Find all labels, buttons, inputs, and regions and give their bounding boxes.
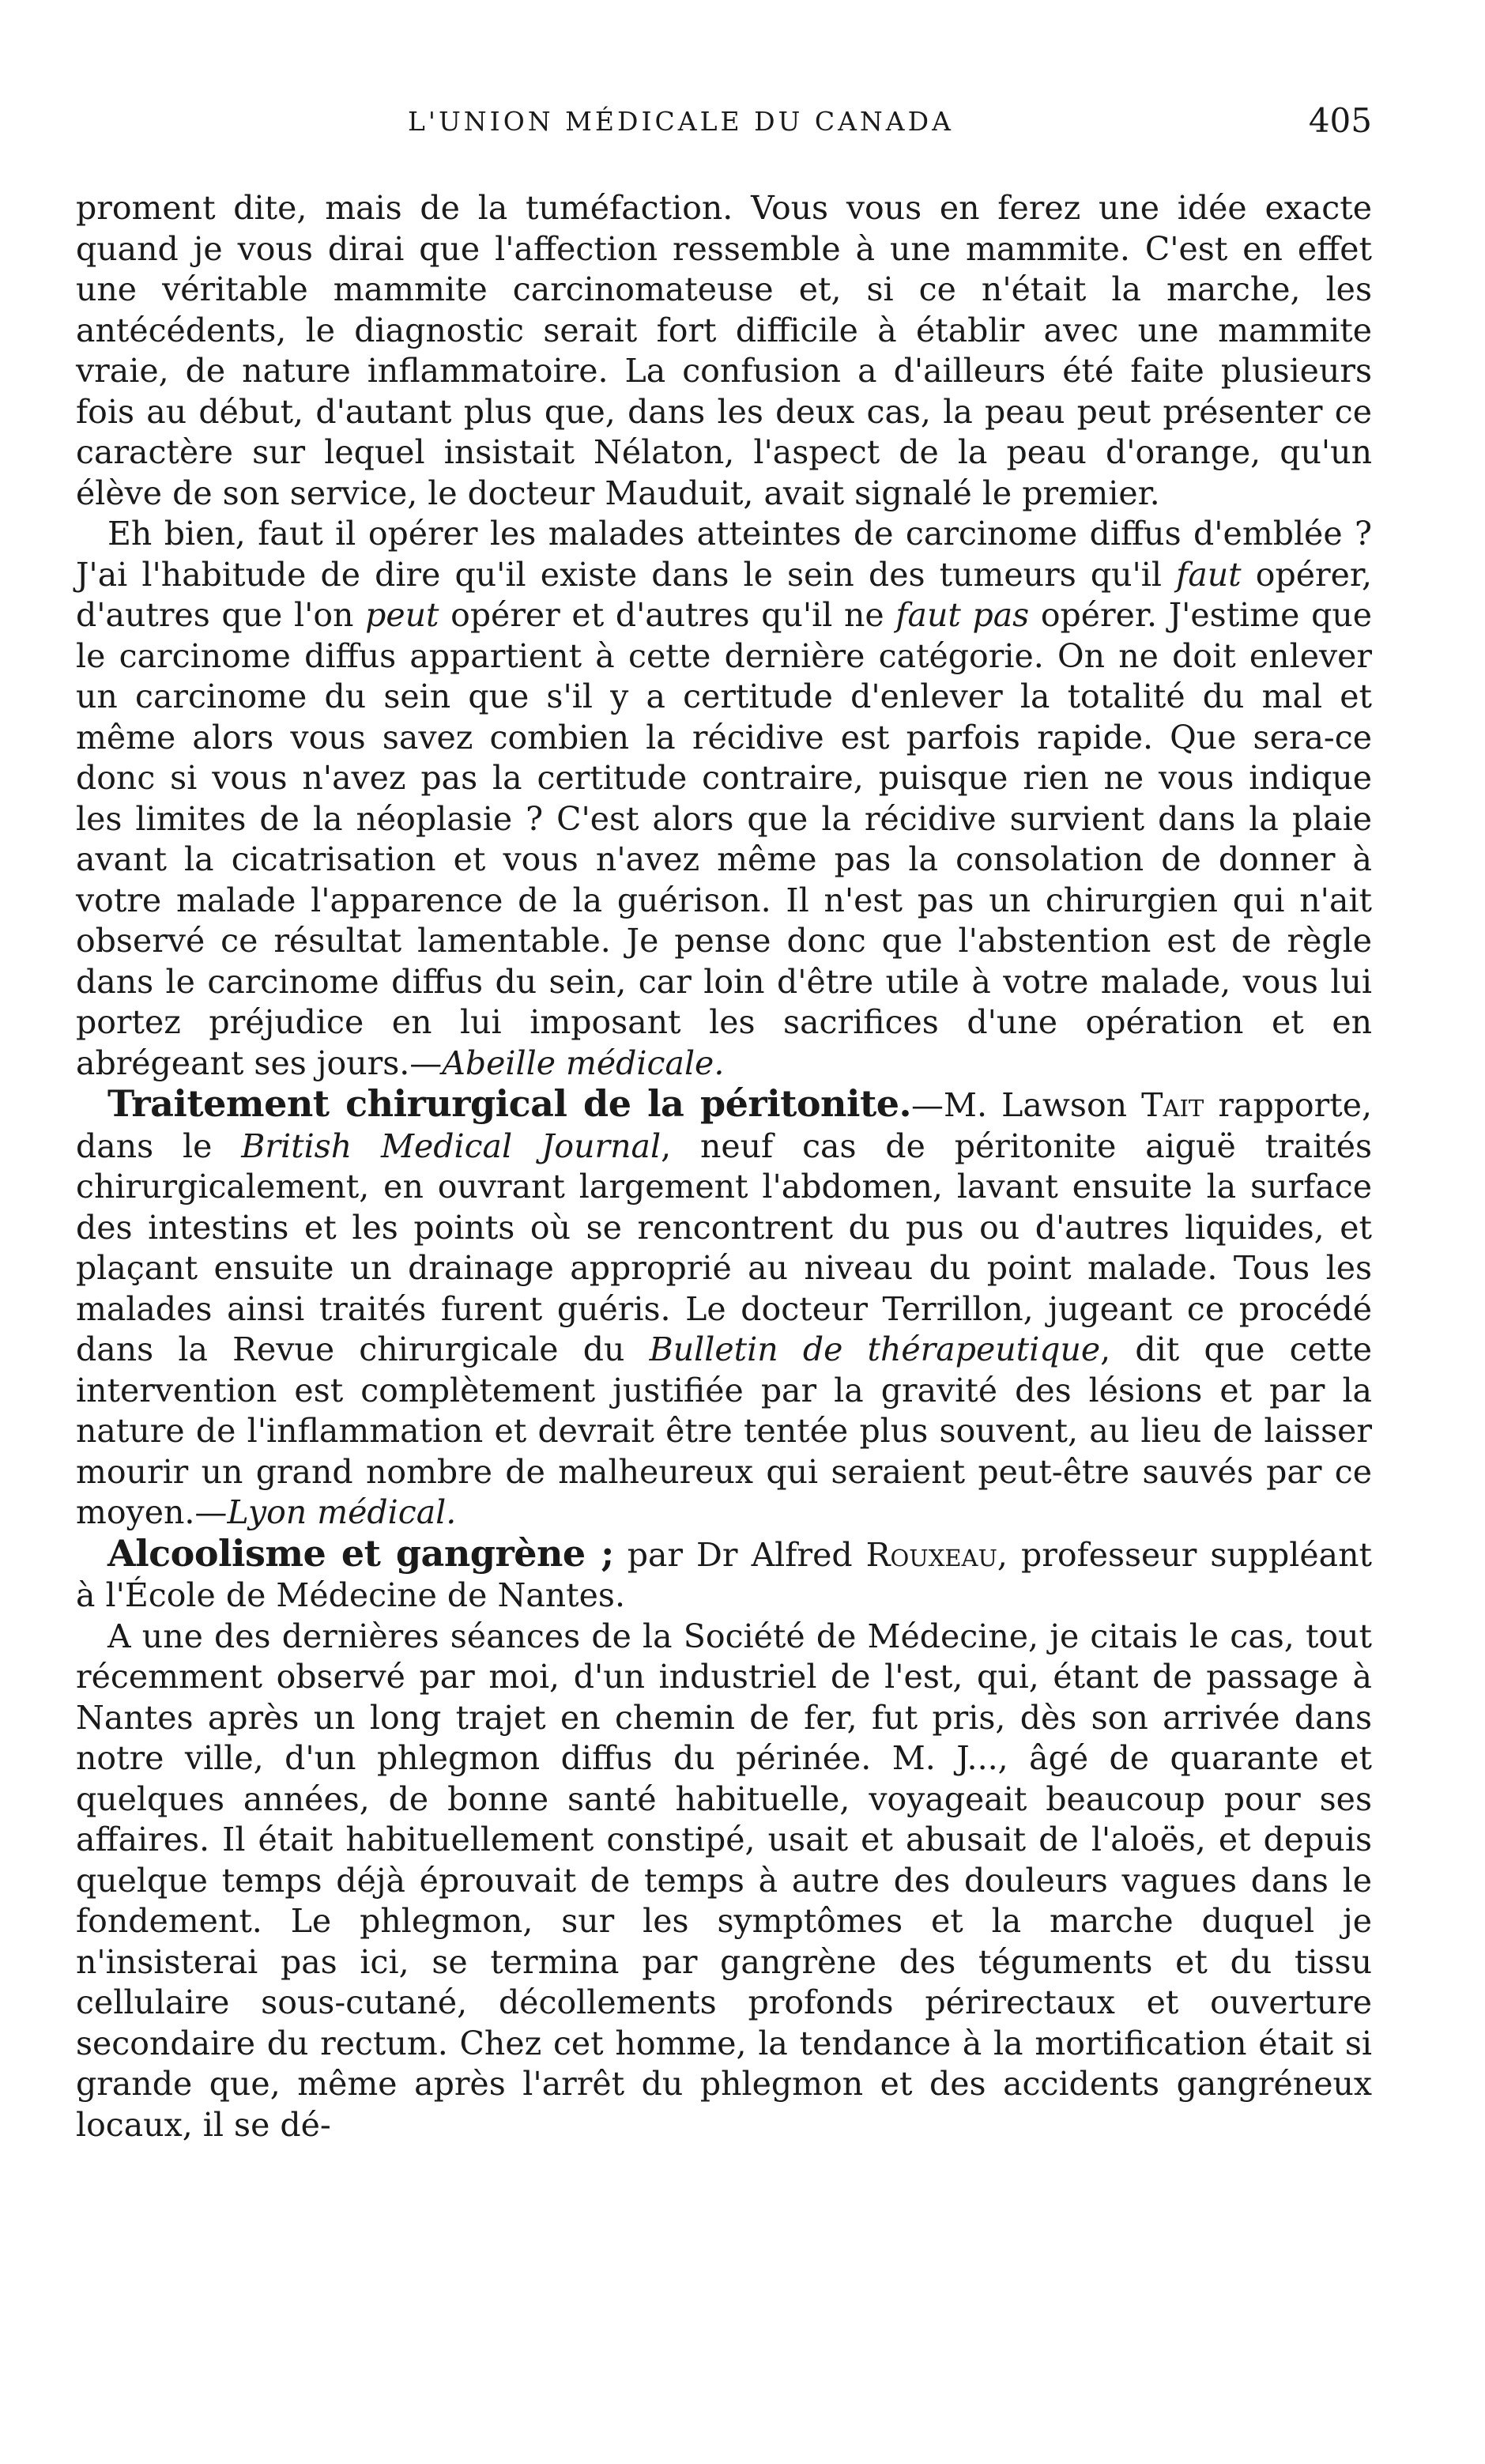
paragraph-text: Eh bien, faut il opérer les malades atteintes de carcinome diffus d'emblée ? J'ai l'habitude de dire qu'il existe dans le sein des tumeurs qu'il: [76, 515, 1372, 594]
article-alcoolisme-byline: [76, 1531, 1372, 1617]
emphasis-peut: peut: [365, 596, 439, 634]
paragraph-text: opérer, d'autres que l'on: [76, 555, 1372, 634]
title-dash: —: [911, 1086, 944, 1124]
continuation-paragraph-1: proment dite, mais de la tuméfaction. Vous vous en ferez une idée exacte quand je vous dirai que l'affection ressemble à une mammite. C'est en effet une véritable mammite carcinomateuse et, si ce n'était la marche, les antécédents, le diagnostic serait fort difficile à établir avec une mammite vraie, de nature inflammatoire. La confusion a d'ailleurs été faite plusieurs fois au début, d'autant plus que, dans les deux cas, la peau peut présenter ce caractère sur lequel insistait Nélaton, l'aspect de la peau d'orange, qu'un élève de son service, le docteur Mauduit, avait signalé le premier.: [76, 189, 1372, 512]
page-number: 405: [1308, 101, 1372, 140]
running-title: L'UNION MÉDICALE DU CANADA: [408, 106, 954, 137]
page-header: [76, 101, 1372, 149]
article-alcoolisme-text: A une des dernières séances de la Société de Médecine, je citais le cas, tout récemment observé par moi, d'un industriel de l'est, qui, étant de passage à Nantes après un long trajet en chemin de fer, fut pris, dès son arrivée dans notre ville, d'un phlegmon diffus du périnée. M. J..., âgé de quarante et quelques années, de bonne santé habituelle, voyageait beaucoup pour ses affaires. Il était habituellement constipé, usait et abusait de l'aloës, et depuis quelque temps déjà éprouvait de temps à autre des douleurs vagues dans le fondement. Le phlegmon, sur les symptômes et la marche duquel je n'insisterai pas ici, se termina par gangrène des téguments et du tissu cellulaire sous-cutané, décollements profonds périrectaux et ouverture secondaire du rectum. Chez cet homme, la tendance à la mortification était si grande que, même après l'arrêt du phlegmon et des accidents gangréneux locaux, il se dé-: [76, 1617, 1372, 2144]
source-citation: Abeille médicale.: [442, 1043, 725, 1082]
paragraph-text: opérer. J'estime que le carcinome diffus appartient à cette dernière catégorie. On ne doit enlever un carcinome du sein que s'il y a certitude d'enlever la totalité du mal et même alors vous savez combien la récidive est parfois rapide. Que sera-ce donc si vous n'avez pas la certitude contraire, puisque rien ne vous indique les limites de la néoplasie ? C'est alors que la récidive survient dans la plaie avant la cicatrisation et vous n'avez même pas la consolation de donner à votre malade l'apparence de la guérison. Il n'est pas un chirurgien qui n'ait observé ce résultat lamentable. Je pense donc que l'abstention est de règle dans le carcinome diffus du sein, car loin d'être utile à votre malade, vous lui portez préjudice en lui imposant les sacrifices d'une opération et en abrégeant ses jours.—: [76, 596, 1372, 1082]
continuation-paragraph-2: [76, 514, 1372, 1084]
article-text: , neuf cas de péritonite aiguë traités chirurgicalement, en ouvrant largement l'abdomen, lavant ensuite la surface des intestins et les points où se rencontrent du pus ou d'autres liquides, et plaçant ensuite un drainage approprié au niveau du point malade. Tous les malades ainsi traités furent guéris. Le docteur Terrillon, jugeant ce procédé dans la Revue chirurgicale du: [76, 1126, 1372, 1368]
article-title: Alcoolisme et gangrène ;: [107, 1531, 614, 1575]
paragraph-text: opérer et d'autres qu'il ne: [439, 596, 896, 634]
article-text: M. Lawson: [944, 1086, 1142, 1124]
bulletin-title: Bulletin de thérapeutique: [649, 1330, 1101, 1368]
author-name: Rouxeau: [865, 1535, 997, 1574]
journal-title: British Medical Journal: [241, 1126, 661, 1165]
article-text: rapporte, dans le: [76, 1086, 1372, 1165]
source-citation: Lyon médical.: [227, 1493, 457, 1531]
emphasis-faut: faut: [1176, 555, 1242, 594]
byline-text: par Dr Alfred: [613, 1535, 866, 1574]
page-body: [76, 188, 1372, 2145]
author-name: Tait: [1141, 1086, 1204, 1124]
article-text: , dit que cette intervention est complètement justifiée par la gravité des lésions et par la nature de l'inflammation et devrait être tentée plus souvent, au lieu de laisser mourir un grand nombre de malheureux qui seraient peut-être sauvés par ce moyen.—: [76, 1330, 1373, 1531]
byline-text: , professeur suppléant à l'École de Médecine de Nantes.: [76, 1535, 1372, 1614]
article-title: Traitement chirurgical de la péritonite.: [107, 1082, 911, 1125]
emphasis-faut-pas: faut pas: [895, 596, 1030, 634]
article-peritonite: [76, 1084, 1372, 1534]
